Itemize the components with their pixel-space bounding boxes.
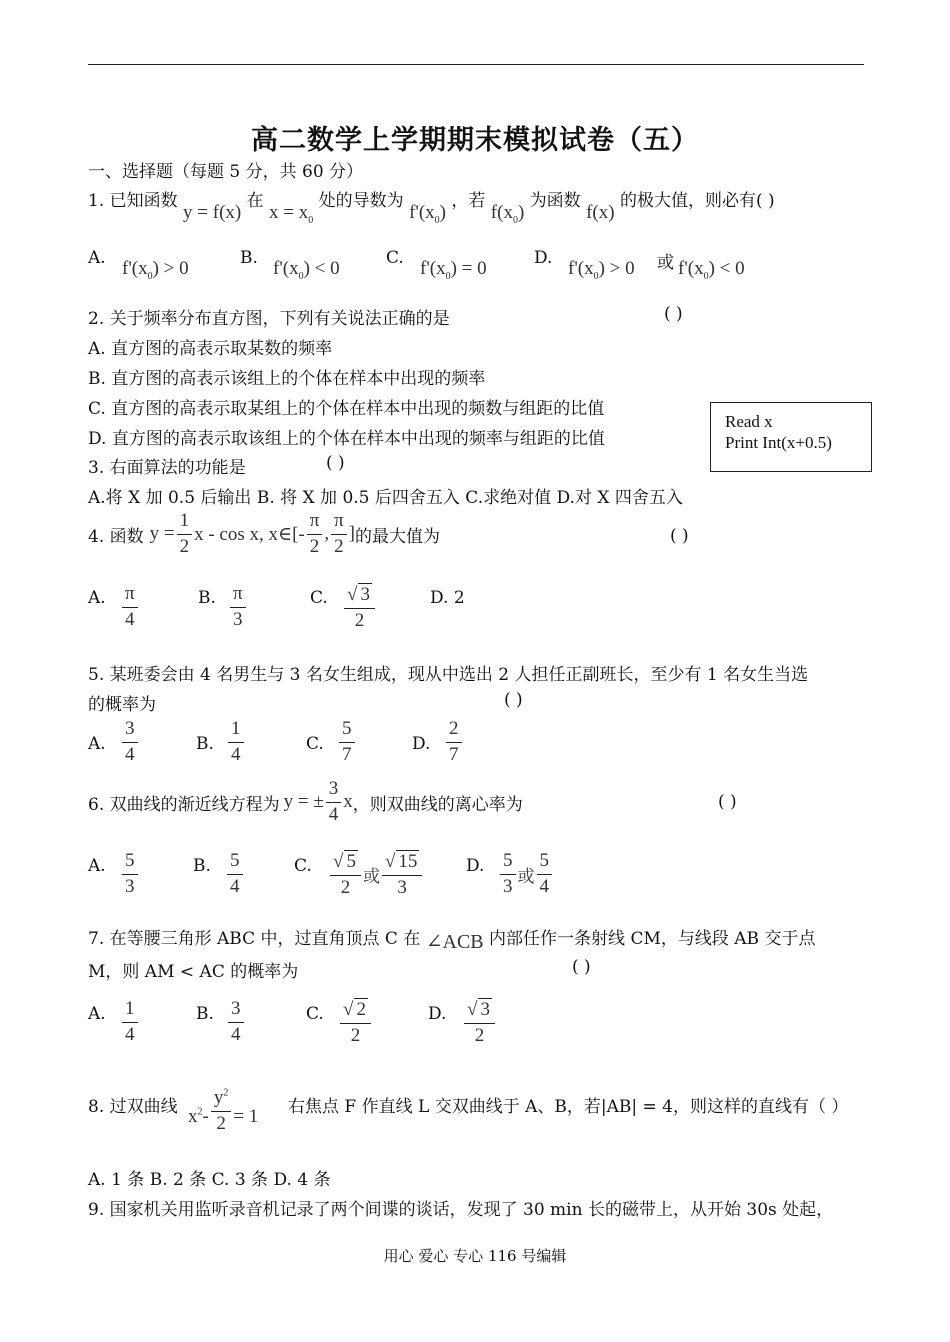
q1-option-a-label: A. [88, 248, 106, 268]
q7-option-b: $\frac{3}{4}$ [226, 998, 246, 1047]
q1-text-deriv: 处的导数为 [318, 191, 404, 211]
q6-c-or: 或 [362, 867, 380, 888]
q1-option-c-label: C. [386, 248, 404, 268]
q4-pi-half: $\frac{\pi}{2}$ [331, 510, 347, 559]
question-4 [88, 510, 440, 559]
q7-option-c-label: C. [306, 1004, 324, 1024]
page-title: 高二数学上学期期末模拟试卷（五） [251, 125, 699, 156]
q5-option-c-label: C. [306, 734, 324, 754]
q7-option-a: $\frac{1}{4}$ [120, 998, 140, 1047]
q1-option-d-or: 或 [657, 253, 674, 273]
q6-option-a-label: A. [88, 856, 106, 876]
question-1 [88, 186, 775, 226]
q7-text: 7. 在等腰三角形 ABC 中，过直角顶点 C 在 [88, 929, 421, 949]
q4-half: $\frac{1}{2}$ [177, 510, 193, 559]
algorithm-line-print: Print Int(x+0.5) [725, 433, 832, 452]
q7-option-d: $\frac{√ 3}{2}$ [462, 998, 497, 1048]
q1-text: 1. 已知函数 [88, 191, 178, 211]
q1-option-d-label: D. [534, 248, 553, 268]
q4-option-c-label: C. [310, 588, 328, 608]
q1-option-b-label: B. [240, 248, 258, 268]
q4-option-b: $\frac{\pi}{3}$ [228, 583, 248, 632]
q2-stem: 2. 关于频率分布直方图，下列有关说法正确的是 [88, 309, 450, 329]
q1-text-end: 的极大值，则必有( ) [619, 191, 775, 211]
q1-fx0: $f(x_0)$ [490, 202, 525, 226]
page-footer: 用心 爱心 专心 116 号编辑 [383, 1247, 567, 1265]
q2-option-b: B. 直方图的高表示该组上的个体在样本中出现的频率 [88, 369, 486, 389]
q4-text-end: 的最大值为 [354, 526, 440, 547]
q4-option-c: $\frac{√ 3}{2}$ [342, 583, 377, 633]
q2-answer-bracket: ( ) [664, 304, 683, 324]
q4-option-d: D. 2 [430, 588, 465, 608]
q7-line-2: M，则 AM < AC 的概率为 [88, 962, 299, 982]
q5-option-a: $\frac{3}{4}$ [120, 718, 140, 767]
q2-option-c: C. 直方图的高表示取某组上的个体在样本中出现的频数与组距的比值 [88, 399, 605, 419]
question-6 [88, 778, 523, 827]
q5-option-d-label: D. [412, 734, 431, 754]
q5-option-d: $\frac{2}{7}$ [444, 718, 464, 767]
q8-text-end: 右焦点 F 作直线 L 交双曲线于 A、B，若|AB| = 4，则这样的直线有（ ） [288, 1097, 849, 1117]
q6-option-c: $\frac{√ 5}{2}$ 或 $\frac{√ 15}{3}$ [328, 850, 424, 900]
q7-text-end: 内部任作一条射线 CM，与线段 AB 交于点 [489, 929, 816, 949]
header-rule [88, 64, 864, 65]
q4-neg-pi-half: $\frac{\pi}{2}$ [307, 510, 323, 559]
q3-answer-bracket: ( ) [326, 453, 345, 473]
q6-answer-bracket: ( ) [718, 792, 737, 812]
q6-slope: $\frac{3}{4}$ [326, 778, 342, 827]
q5-option-a-label: A. [88, 734, 106, 754]
q1-function: y = f(x) [183, 202, 242, 223]
q5-answer-bracket: ( ) [504, 690, 523, 710]
algorithm-box [710, 402, 872, 472]
q3-stem: 3. 右面算法的功能是 [88, 458, 246, 478]
q7-option-c: $\frac{√ 2}{2}$ [338, 998, 373, 1048]
q1-option-c: $f'(x_0) = 0$ [420, 258, 487, 282]
q7-answer-bracket: ( ) [572, 957, 591, 977]
q6-y: y = ± [283, 791, 324, 813]
q6-option-b: $\frac{5}{4}$ [225, 850, 245, 899]
q6-option-d-label: D. [466, 856, 485, 876]
q1-option-a: $f'(x_0) > 0$ [122, 258, 189, 282]
q7-angle: ∠ACB [425, 931, 484, 953]
q7-option-b-label: B. [196, 1004, 214, 1024]
q9-line-1: 9. 国家机关用监听录音机记录了两个间谍的谈话，发现了 30 min 长的磁带上，从开始 30s 处起， [88, 1200, 834, 1220]
q6-option-a: $\frac{5}{3}$ [120, 850, 140, 899]
q1-fx: f(x) [586, 202, 615, 223]
q6-text: 6. 双曲线的渐近线方程为 [88, 794, 280, 815]
q4-answer-bracket: ( ) [670, 526, 689, 546]
q1-point: $x = x_0$ [269, 202, 314, 226]
q1-text-if: ，若 [451, 191, 486, 211]
q4-comma: , [324, 523, 330, 545]
q1-option-d2: $f'(x_0) < 0$ [678, 258, 745, 282]
q5-option-c: $\frac{5}{7}$ [337, 718, 357, 767]
q4-text: 4. 函数 [88, 526, 144, 547]
q1-text-as: 为函数 [529, 191, 581, 211]
q8-text: 8. 过双曲线 [88, 1097, 178, 1117]
q1-option-d: $f'(x_0) > 0$ [568, 258, 635, 282]
q6-text-end: ，则双曲线的离心率为 [352, 794, 523, 815]
algorithm-line-read: Read x [725, 412, 773, 431]
q1-text-in: 在 [246, 191, 264, 211]
q8-hyperbola: $x^2$ - $\frac{y^2}{2}$ = 1 [188, 1087, 259, 1134]
question-7 [88, 924, 816, 953]
q7-option-d-label: D. [428, 1004, 447, 1024]
q6-d-or: 或 [517, 866, 535, 887]
q4-option-a: $\frac{\pi}{4}$ [120, 583, 140, 632]
q4-option-b-label: B. [198, 588, 216, 608]
q5-option-b-label: B. [196, 734, 214, 754]
q1-derivative: $f'(x_0)$ [409, 202, 446, 226]
q6-option-c-label: C. [294, 856, 312, 876]
q4-mid: x - cos x, x∈[- [194, 523, 305, 545]
q3-options: A.将 X 加 0.5 后输出 B. 将 X 加 0.5 后四舍五入 C.求绝对值 D.对 X 四舍五入 [88, 488, 683, 508]
q6-x: x [343, 791, 353, 813]
q4-y: y = [149, 523, 175, 545]
q1-option-b: $f'(x_0) < 0$ [273, 258, 340, 282]
q2-option-a: A. 直方图的高表示取某数的频率 [88, 339, 333, 359]
q7-option-a-label: A. [88, 1004, 106, 1024]
q6-option-b-label: B. [193, 856, 211, 876]
q5-option-b: $\frac{1}{4}$ [226, 718, 246, 767]
section-heading: 一、选择题（每题 5 分，共 60 分） [88, 162, 364, 182]
q6-option-d: $\frac{5}{3}$ 或 $\frac{5}{4}$ [498, 850, 554, 899]
q5-line-2: 的概率为 [88, 695, 156, 715]
q2-option-d: D. 直方图的高表示取该组上的个体在样本中出现的频率与组距的比值 [88, 429, 605, 449]
q4-end: ] [348, 523, 355, 545]
q4-option-a-label: A. [88, 588, 106, 608]
q5-line-1: 5. 某班委会由 4 名男生与 3 名女生组成，现从中选出 2 人担任正副班长，至少有 1 名女生当选 [88, 665, 809, 685]
q8-options: A. 1 条 B. 2 条 C. 3 条 D. 4 条 [88, 1170, 331, 1190]
